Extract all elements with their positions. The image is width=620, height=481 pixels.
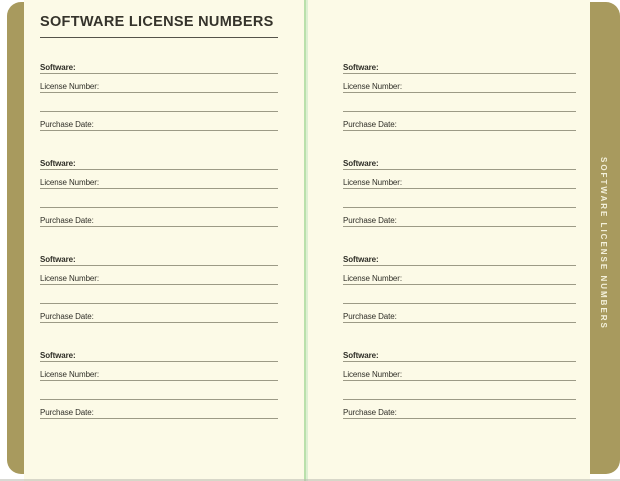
- license-number-label: License Number:: [343, 370, 402, 379]
- purchase-date-field-line: [343, 208, 576, 227]
- license-number-field-line: [343, 170, 576, 189]
- purchase-date-label: Purchase Date:: [343, 408, 397, 417]
- left-page-column: [40, 0, 278, 439]
- purchase-date-field-line: [343, 304, 576, 323]
- license-number-field-line: [40, 170, 278, 189]
- blank-field-line: [343, 189, 576, 208]
- software-field-line: [343, 151, 576, 170]
- purchase-date-label: Purchase Date:: [40, 312, 94, 321]
- blank-field-line: [343, 285, 576, 304]
- license-number-label: License Number:: [343, 274, 402, 283]
- purchase-date-label: Purchase Date:: [343, 120, 397, 129]
- software-field-line: [343, 343, 576, 362]
- license-number-label: License Number:: [343, 178, 402, 187]
- purchase-date-label: Purchase Date:: [343, 216, 397, 225]
- license-entry: [40, 55, 278, 131]
- side-tab: SOFTWARE LICENSE NUMBERS: [599, 157, 608, 330]
- software-field-line: [40, 55, 278, 74]
- blank-field-line: [343, 93, 576, 112]
- blank-field-line: [40, 189, 278, 208]
- blank-field-line: [343, 381, 576, 400]
- software-label: Software:: [343, 159, 379, 168]
- software-field-line: [40, 247, 278, 266]
- license-entry: [343, 55, 576, 131]
- purchase-date-label: Purchase Date:: [40, 216, 94, 225]
- purchase-date-field-line: [40, 400, 278, 419]
- license-entry: [343, 151, 576, 227]
- purchase-date-field-line: [343, 400, 576, 419]
- software-field-line: [343, 247, 576, 266]
- license-entry: [343, 343, 576, 419]
- software-label: Software:: [343, 63, 379, 72]
- license-number-field-line: [343, 266, 576, 285]
- right-page-column: [343, 0, 576, 439]
- license-entry: [40, 151, 278, 227]
- page-title: SOFTWARE LICENSE NUMBERS: [40, 14, 278, 38]
- software-label: Software:: [40, 351, 76, 360]
- blank-field-line: [40, 285, 278, 304]
- blank-field-line: [40, 93, 278, 112]
- purchase-date-label: Purchase Date:: [343, 312, 397, 321]
- software-label: Software:: [40, 159, 76, 168]
- license-number-label: License Number:: [40, 178, 99, 187]
- license-number-field-line: [343, 362, 576, 381]
- license-number-field-line: [40, 74, 278, 93]
- purchase-date-field-line: [40, 208, 278, 227]
- purchase-date-field-line: [40, 112, 278, 131]
- spine-gutter: [304, 0, 308, 481]
- license-number-field-line: [40, 362, 278, 381]
- software-field-line: [40, 343, 278, 362]
- license-number-field-line: [343, 74, 576, 93]
- license-number-label: License Number:: [40, 274, 99, 283]
- open-pages: [24, 0, 590, 481]
- software-label: Software:: [40, 63, 76, 72]
- software-field-line: [40, 151, 278, 170]
- license-entry: [40, 343, 278, 419]
- purchase-date-label: Purchase Date:: [40, 120, 94, 129]
- software-label: Software:: [40, 255, 76, 264]
- purchase-date-label: Purchase Date:: [40, 408, 94, 417]
- software-field-line: [343, 55, 576, 74]
- license-entry: [343, 247, 576, 323]
- license-number-label: License Number:: [40, 370, 99, 379]
- license-entry: [40, 247, 278, 323]
- license-number-label: License Number:: [343, 82, 402, 91]
- license-number-label: License Number:: [40, 82, 99, 91]
- license-number-field-line: [40, 266, 278, 285]
- blank-field-line: [40, 381, 278, 400]
- purchase-date-field-line: [343, 112, 576, 131]
- software-label: Software:: [343, 255, 379, 264]
- software-label: Software:: [343, 351, 379, 360]
- purchase-date-field-line: [40, 304, 278, 323]
